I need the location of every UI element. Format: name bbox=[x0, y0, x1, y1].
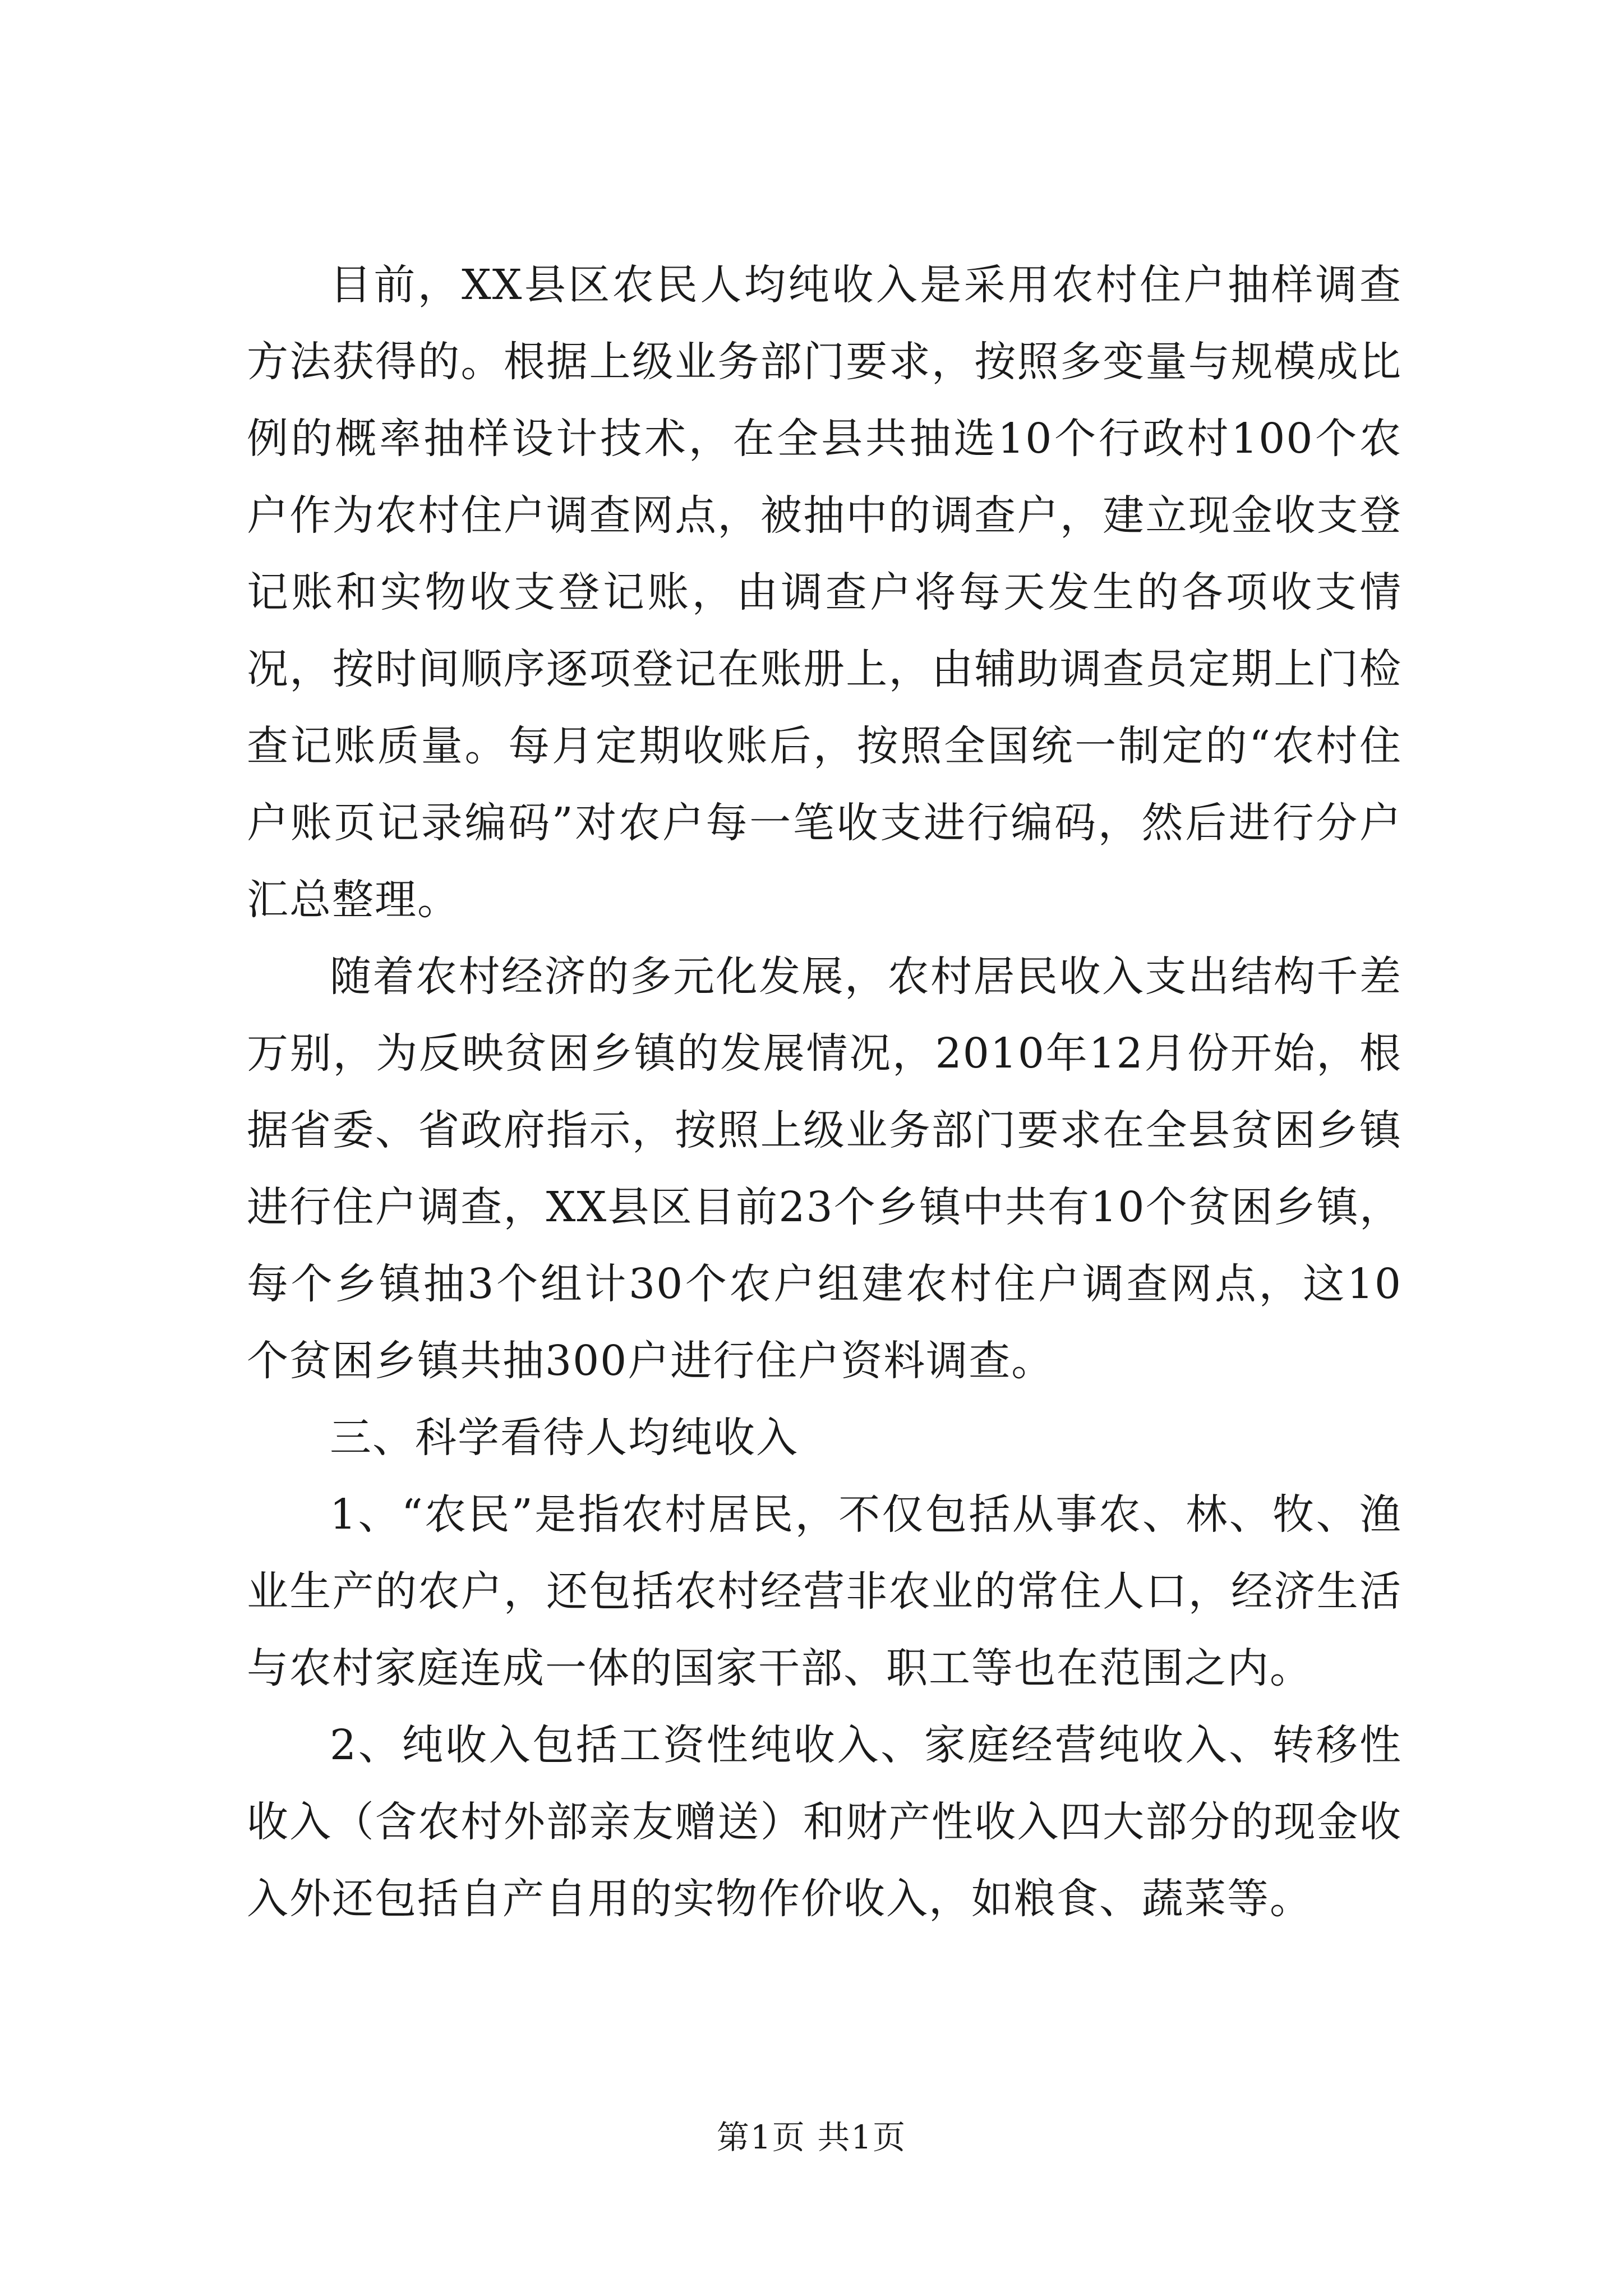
page-footer: 第1页 共1页 bbox=[716, 2118, 907, 2156]
list-item-net-income-definition: 2、纯收入包括工资性纯收入、家庭经营纯收入、转移性收入（含农村外部亲友赠送）和财产性收入四大部分的现金收入外还包括自产自用的实物作价收入，如粮食、蔬菜等。 bbox=[247, 1721, 1402, 1923]
list-item-farmer-definition: 1、“农民”是指农村居民，不仅包括从事农、林、牧、渔业生产的农户，还包括农村经营非农业的常住人口，经济生活与农村家庭连成一体的国家干部、职工等也在范围之内。 bbox=[247, 1490, 1402, 1692]
paragraph-poverty-survey: 随着农村经济的多元化发展，农村居民收入支出结构千差万别，为反映贫困乡镇的发展情况，2010年12月份开始，根据省委、省政府指示，按照上级业务部门要求在全县贫困乡镇进行住户调查，XX县区目前23个乡镇中共有10个贫困乡镇，每个乡镇抽3个组计30个农户组建农村住户调查网点，这10个贫困乡镇共抽300户进行住户资料调查。 bbox=[247, 953, 1402, 1385]
section-heading: 三、科学看待人均纯收入 bbox=[330, 1414, 799, 1462]
document-body bbox=[247, 247, 1402, 1938]
paragraph-sampling-method: 目前，XX县区农民人均纯收入是采用农村住户抽样调查方法获得的。根据上级业务部门要求，按照多变量与规模成比例的概率抽样设计技术，在全县共抽选10个行政村100个农户作为农村住户调查网点，被抽中的调查户，建立现金收支登记账和实物收支登记账，由调查户将每天发生的各项收支情况，按时间顺序逐项登记在账册上，由辅助调查员定期上门检查记账质量。每月定期收账后，按照全国统一制定的“农村住户账页记录编码”对农户每一笔收支进行编码，然后进行分户汇总整理。 bbox=[247, 261, 1402, 924]
